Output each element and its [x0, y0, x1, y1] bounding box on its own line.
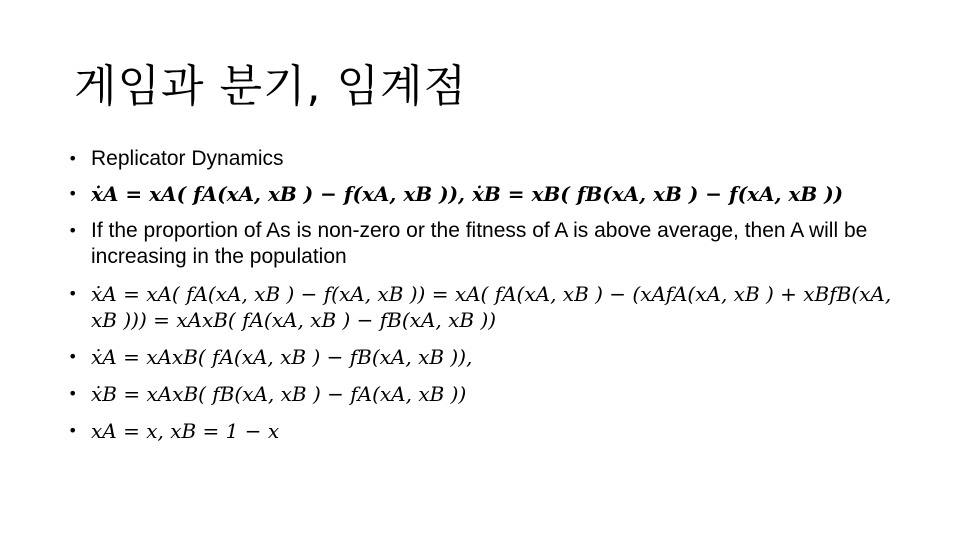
- bullet-text: Replicator Dynamics: [91, 147, 284, 170]
- equation-text: ẋA = xA( fA(xA, xB ) − f(xA, xB )), ẋB = xB( fB(xA, xB ) − f(xA, xB )): [91, 182, 844, 206]
- bullet-item-xb-dot: [66, 381, 896, 407]
- bullet-item-expansion: [66, 281, 896, 333]
- bullet-dot-icon: •: [68, 347, 78, 366]
- bullet-item-explanation: [66, 218, 896, 270]
- bullet-item-replicator-dynamics: [66, 146, 896, 172]
- equation-text: ẋA = xAxB( fA(xA, xB ) − fB(xA, xB )),: [91, 345, 473, 369]
- bullet-dot-icon: •: [68, 149, 78, 168]
- equation-text: ẋA = xA( fA(xA, xB ) − f(xA, xB )) = xA( fA(xA, xB ) − (xAfA(xA, xB ) + xBfB(xA, xB ))) = xAxB( fA(xA, xB ) − fB(xA, xB )): [91, 282, 892, 332]
- bullet-dot-icon: •: [68, 221, 78, 240]
- bullet-dot-icon: •: [68, 184, 78, 203]
- equation-text: ẋB = xAxB( fB(xA, xB ) − fA(xA, xB )): [91, 382, 467, 406]
- equation-text: xA = x, xB = 1 − x: [91, 419, 280, 443]
- bullet-dot-icon: •: [68, 384, 78, 403]
- bullet-text: If the proportion of As is non-zero or the fitness of A is above average, then A will be increasing in the population: [91, 219, 868, 268]
- bullet-dot-icon: •: [68, 284, 78, 303]
- slide-title: 게임과 분기, 임계점: [74, 61, 467, 112]
- bullet-list: [66, 146, 896, 455]
- bullet-item-substitution: [66, 418, 896, 444]
- bullet-item-replicator-equations: [66, 181, 896, 207]
- bullet-item-xa-dot: [66, 344, 896, 370]
- bullet-dot-icon: •: [68, 421, 78, 440]
